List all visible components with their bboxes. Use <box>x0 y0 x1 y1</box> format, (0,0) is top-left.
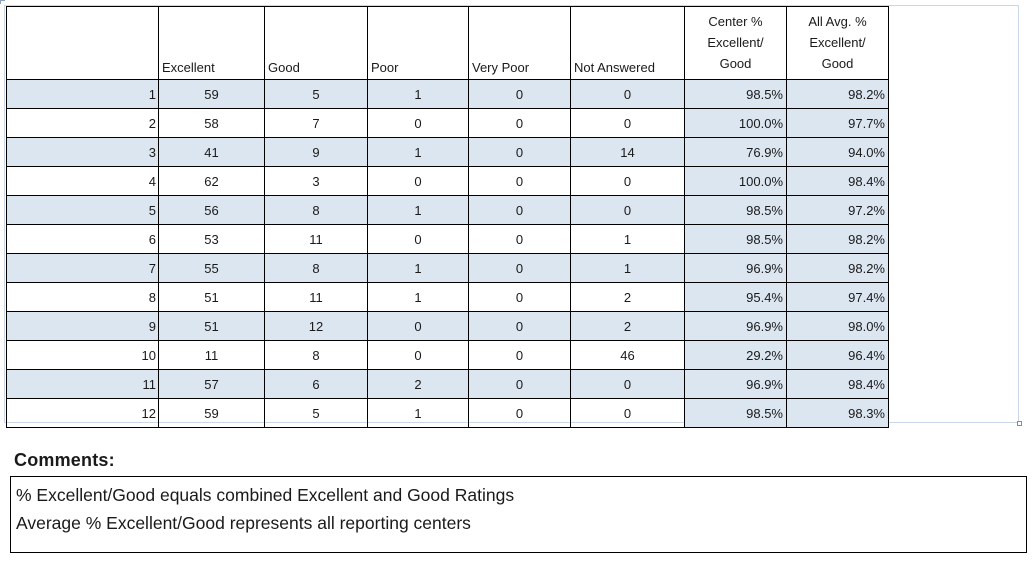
excellent-cell: 51 <box>159 283 265 312</box>
row-number-cell: 4 <box>7 167 159 196</box>
row-number-cell: 5 <box>7 196 159 225</box>
header-not-answered: Not Answered <box>571 7 685 80</box>
not-answered-cell: 1 <box>571 225 685 254</box>
very-poor-cell: 0 <box>469 312 571 341</box>
very-poor-cell: 0 <box>469 225 571 254</box>
very-poor-cell: 0 <box>469 80 571 109</box>
center-pct-cell: 100.0% <box>685 109 787 138</box>
all-avg-pct-cell: 97.4% <box>787 283 889 312</box>
very-poor-cell: 0 <box>469 138 571 167</box>
poor-cell: 0 <box>368 225 469 254</box>
good-cell: 3 <box>265 167 368 196</box>
table-row <box>7 167 889 196</box>
center-pct-cell: 100.0% <box>685 167 787 196</box>
excellent-cell: 58 <box>159 109 265 138</box>
excellent-cell: 11 <box>159 341 265 370</box>
excellent-cell: 51 <box>159 312 265 341</box>
row-number-cell: 7 <box>7 254 159 283</box>
row-number-cell: 2 <box>7 109 159 138</box>
center-pct-cell: 29.2% <box>685 341 787 370</box>
all-avg-pct-cell: 98.2% <box>787 254 889 283</box>
poor-cell: 1 <box>368 196 469 225</box>
table-row <box>7 283 889 312</box>
row-number-cell: 8 <box>7 283 159 312</box>
table-row <box>7 225 889 254</box>
center-pct-cell: 98.5% <box>685 80 787 109</box>
comments-title: Comments: <box>14 450 115 470</box>
header-excellent: Excellent <box>159 7 265 80</box>
very-poor-cell: 0 <box>469 254 571 283</box>
good-cell: 7 <box>265 109 368 138</box>
good-cell: 5 <box>265 80 368 109</box>
not-answered-cell: 0 <box>571 167 685 196</box>
not-answered-cell: 0 <box>571 196 685 225</box>
poor-cell: 0 <box>368 341 469 370</box>
very-poor-cell: 0 <box>469 167 571 196</box>
row-number-cell: 6 <box>7 225 159 254</box>
header-row-number <box>7 7 159 80</box>
good-cell: 11 <box>265 225 368 254</box>
comment-line: % Excellent/Good equals combined Excellent and Good Ratings <box>16 485 515 505</box>
row-number-cell: 1 <box>7 80 159 109</box>
good-cell: 6 <box>265 370 368 399</box>
table-row <box>7 399 889 428</box>
poor-cell: 0 <box>368 109 469 138</box>
not-answered-cell: 46 <box>571 341 685 370</box>
table-row <box>7 341 889 370</box>
header-all-avg-pct <box>787 7 889 80</box>
excellent-cell: 56 <box>159 196 265 225</box>
header-center-pct-line: Center % <box>708 14 763 29</box>
row-number-cell: 12 <box>7 399 159 428</box>
poor-cell: 0 <box>368 312 469 341</box>
header-poor: Poor <box>368 7 469 80</box>
header-good: Good <box>265 7 368 80</box>
excellent-cell: 41 <box>159 138 265 167</box>
header-very-poor: Very Poor <box>469 7 571 80</box>
very-poor-cell: 0 <box>469 399 571 428</box>
center-pct-cell: 98.5% <box>685 399 787 428</box>
table-row <box>7 196 889 225</box>
poor-cell: 1 <box>368 283 469 312</box>
good-cell: 9 <box>265 138 368 167</box>
not-answered-cell: 0 <box>571 109 685 138</box>
poor-cell: 1 <box>368 399 469 428</box>
center-pct-cell: 98.5% <box>685 196 787 225</box>
header-all-avg-pct-line: Good <box>821 56 854 71</box>
very-poor-cell: 0 <box>469 370 571 399</box>
header-center-pct <box>685 7 787 80</box>
excellent-cell: 59 <box>159 399 265 428</box>
row-number-cell: 9 <box>7 312 159 341</box>
row-number-cell: 3 <box>7 138 159 167</box>
table-row <box>7 312 889 341</box>
table-row <box>7 138 889 167</box>
not-answered-cell: 2 <box>571 312 685 341</box>
table-row <box>7 80 889 109</box>
all-avg-pct-cell: 98.0% <box>787 312 889 341</box>
not-answered-cell: 2 <box>571 283 685 312</box>
not-answered-cell: 1 <box>571 254 685 283</box>
comment-line: Average % Excellent/Good represents all reporting centers <box>16 513 471 533</box>
very-poor-cell: 0 <box>469 341 571 370</box>
good-cell: 5 <box>265 399 368 428</box>
all-avg-pct-cell: 98.4% <box>787 370 889 399</box>
all-avg-pct-cell: 94.0% <box>787 138 889 167</box>
header-center-pct-line: Good <box>719 56 752 71</box>
all-avg-pct-cell: 98.4% <box>787 167 889 196</box>
row-number-cell: 10 <box>7 341 159 370</box>
excellent-cell: 55 <box>159 254 265 283</box>
poor-cell: 1 <box>368 80 469 109</box>
all-avg-pct-cell: 97.2% <box>787 196 889 225</box>
good-cell: 8 <box>265 196 368 225</box>
center-pct-cell: 98.5% <box>685 225 787 254</box>
all-avg-pct-cell: 97.7% <box>787 109 889 138</box>
resize-handle[interactable] <box>1017 421 1022 426</box>
corner-marker <box>0 0 5 4</box>
table-row <box>7 254 889 283</box>
header-all-avg-pct-line: All Avg. % <box>808 14 867 29</box>
poor-cell: 2 <box>368 370 469 399</box>
not-answered-cell: 0 <box>571 399 685 428</box>
center-pct-cell: 96.9% <box>685 254 787 283</box>
excellent-cell: 59 <box>159 80 265 109</box>
good-cell: 8 <box>265 254 368 283</box>
poor-cell: 0 <box>368 167 469 196</box>
good-cell: 8 <box>265 341 368 370</box>
very-poor-cell: 0 <box>469 109 571 138</box>
not-answered-cell: 14 <box>571 138 685 167</box>
table-row <box>7 370 889 399</box>
not-answered-cell: 0 <box>571 80 685 109</box>
comments-box <box>10 476 1027 553</box>
row-number-cell: 11 <box>7 370 159 399</box>
very-poor-cell: 0 <box>469 196 571 225</box>
table-row <box>7 109 889 138</box>
center-pct-cell: 95.4% <box>685 283 787 312</box>
all-avg-pct-cell: 96.4% <box>787 341 889 370</box>
header-center-pct-line: Excellent/ <box>707 35 764 50</box>
table-body <box>7 80 889 428</box>
excellent-cell: 53 <box>159 225 265 254</box>
header-all-avg-pct-line: Excellent/ <box>809 35 866 50</box>
good-cell: 11 <box>265 283 368 312</box>
all-avg-pct-cell: 98.2% <box>787 80 889 109</box>
very-poor-cell: 0 <box>469 283 571 312</box>
center-pct-cell: 96.9% <box>685 370 787 399</box>
header-row <box>7 7 889 80</box>
excellent-cell: 57 <box>159 370 265 399</box>
ratings-table <box>6 6 889 428</box>
good-cell: 12 <box>265 312 368 341</box>
all-avg-pct-cell: 98.2% <box>787 225 889 254</box>
all-avg-pct-cell: 98.3% <box>787 399 889 428</box>
not-answered-cell: 0 <box>571 370 685 399</box>
poor-cell: 1 <box>368 138 469 167</box>
center-pct-cell: 76.9% <box>685 138 787 167</box>
poor-cell: 1 <box>368 254 469 283</box>
excellent-cell: 62 <box>159 167 265 196</box>
center-pct-cell: 96.9% <box>685 312 787 341</box>
